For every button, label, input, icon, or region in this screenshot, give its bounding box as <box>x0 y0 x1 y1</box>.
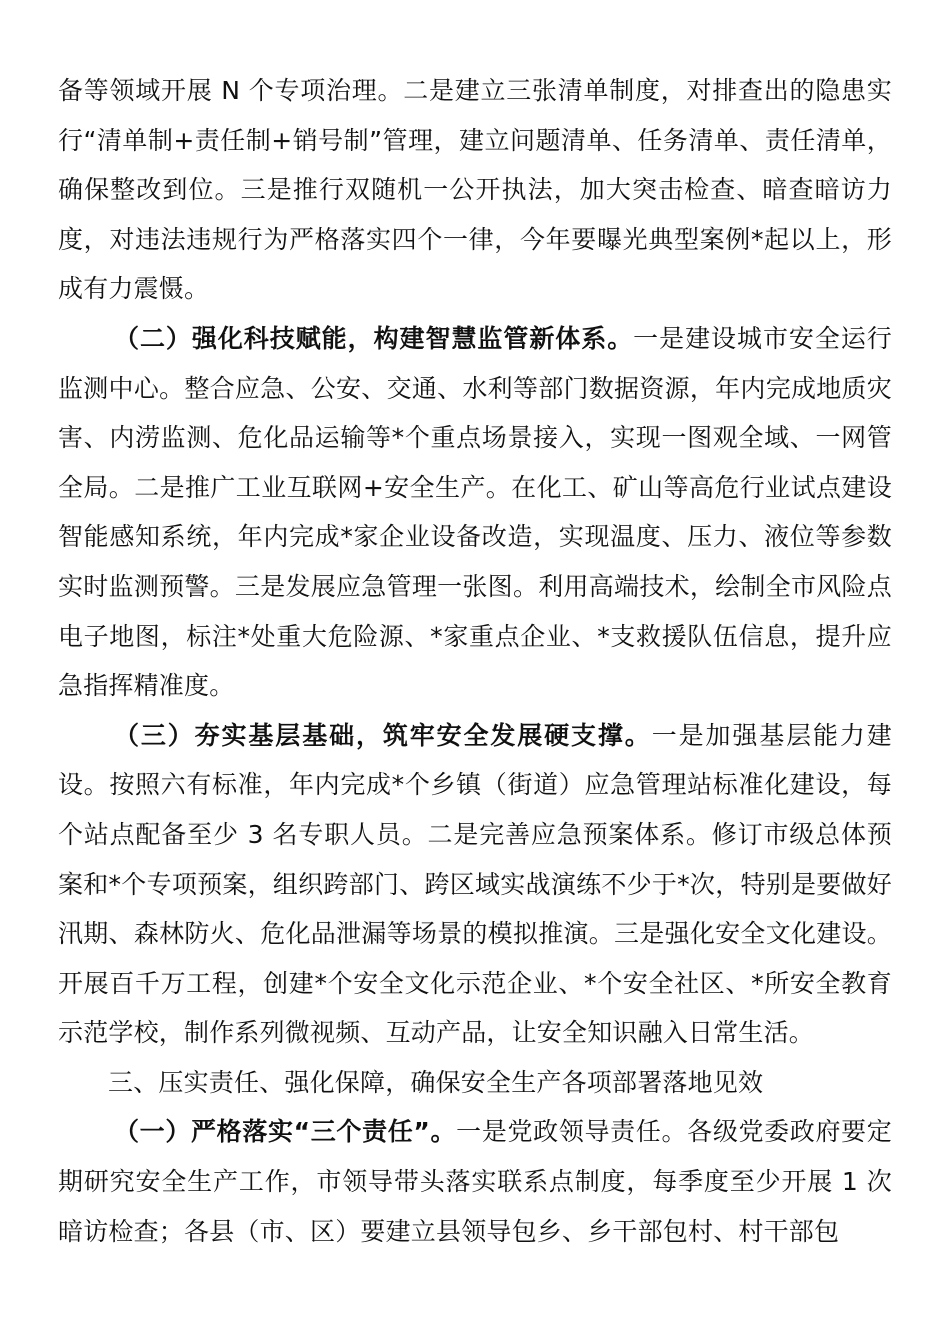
paragraph-text: 一是建设城市安全运行监测中心。整合应急、公安、交通、水利等部门数据资源，年内完成地质灾害、内涝监测、危化品运输等*个重点场景接入，实现一图观全域、一网管全局。二是推广工业互联网+安全生产。在化工、矿山等高危行业试点建设智能感知系统，年内完成*家企业设备改造，实现温度、压力、液位等参数实时监测预警。三是发展应急管理一张图。利用高端技术，绘制全市风险点电子地图，标注*处重大危险源、*家重点企业、*支救援队伍信息，提升应急指挥精准度。 <box>58 323 892 701</box>
paragraph-heading: （三）夯实基层基础，筑牢安全发展硬支撑。 <box>114 720 652 750</box>
paragraph-three-responsibilities <box>58 1107 892 1256</box>
paragraph-text: 一是党政领导责任。各级党委政府要定期研究安全生产工作，市领导带头落实联系点制度，每季度至少开展 1 次暗访检查；各县（市、区）要建立县领导包乡、乡干部包村、村干部包 <box>58 1117 892 1246</box>
paragraph-tech-empowerment <box>58 314 892 711</box>
paragraph-heading: （一）严格落实“三个责任”。 <box>114 1117 457 1147</box>
paragraph-heading: （二）强化科技赋能，构建智慧监管新体系。 <box>114 323 634 353</box>
paragraph-text: 一是加强基层能力建设。按照六有标准，年内完成*个乡镇（街道）应急管理站标准化建设，每个站点配备至少 3 名专职人员。二是完善应急预案体系。修订市级总体预案和*个专项预案，组织跨部门、跨区域实战演练不少于*次，特别是要做好汛期、森林防火、危化品泄漏等场景的模拟推演。三是强化安全文化建设。开展百千万工程，创建*个安全文化示范企业、*个安全社区、*所安全教育示范学校，制作系列微视频、互动产品，让安全知识融入日常生活。 <box>58 720 892 1048</box>
paragraph-grassroots-foundation <box>58 711 892 1058</box>
document-body <box>58 66 892 1256</box>
paragraph-continuation <box>58 66 892 314</box>
section-heading-three <box>58 1058 892 1108</box>
paragraph-text: 备等领域开展 N 个专项治理。二是建立三张清单制度，对排查出的隐患实行“清单制+责任制+销号制”管理，建立问题清单、任务清单、责任清单，确保整改到位。三是推行双随机一公开执法，加大突击检查、暗查暗访力度，对违法违规行为严格落实四个一律，今年要曝光典型案例*起以上，形成有力震慑。 <box>58 76 892 304</box>
section-heading-text: 三、压实责任、强化保障，确保安全生产各项部署落地见效 <box>108 1067 764 1097</box>
